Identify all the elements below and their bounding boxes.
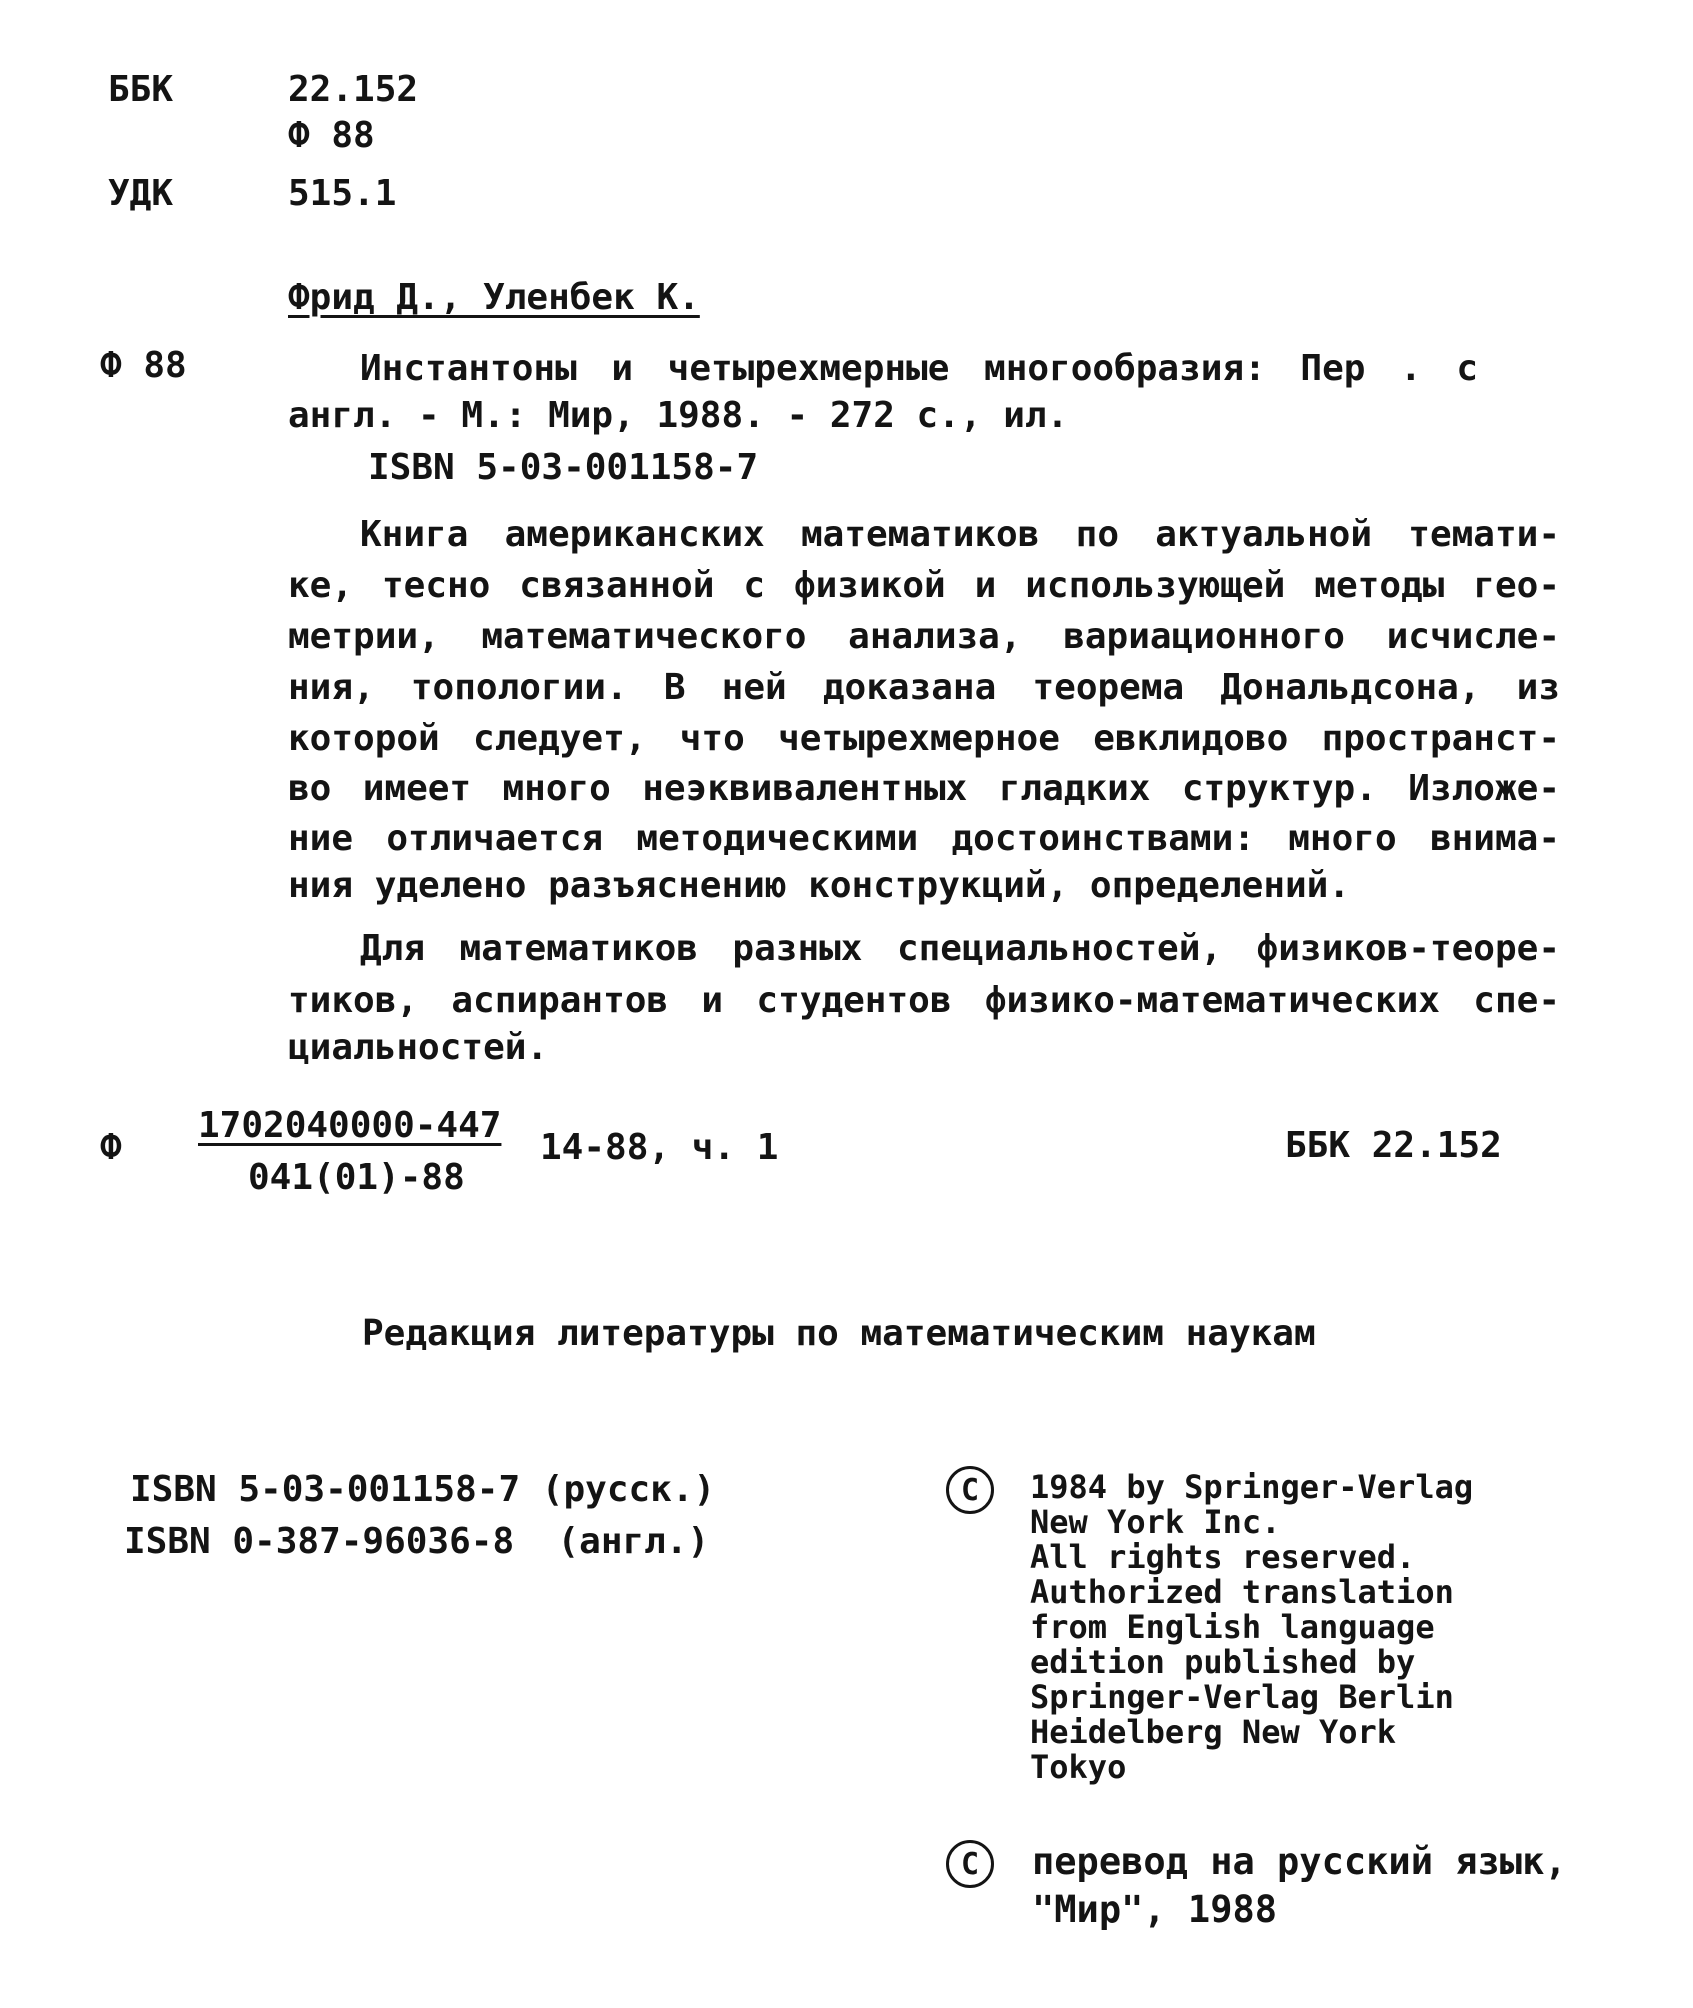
annotation-line: метрии, математического анализа, вариационного исчисле- bbox=[288, 616, 1560, 657]
audience-line: тиков, аспирантов и студентов физико-математических спе- bbox=[288, 980, 1560, 1021]
record-imprint-line: англ. - М.: Мир, 1988. - 272 с., ил. bbox=[288, 395, 1069, 436]
record-mark: Ф 88 bbox=[100, 345, 187, 386]
annotation-line: которой следует, что четырехмерное евклидово пространст- bbox=[288, 718, 1560, 759]
udk-code: 515.1 bbox=[288, 173, 397, 214]
annotation-line: ния, топологии. В ней доказана теорема Дональдсона, из bbox=[288, 667, 1560, 708]
record-title-line: Инстантоны и четырехмерные многообразия: Пер . с bbox=[360, 348, 1478, 389]
copyright-translation: перевод на русский язык, "Мир", 1988 bbox=[1032, 1840, 1567, 1931]
copyright-original: 1984 by Springer-Verlag New York Inc. All rights reserved. Authorized translation from English language edition published by Springer-Verlag Berlin Heidelberg New York Tokyo bbox=[1030, 1468, 1474, 1786]
isbn-russian: ISBN 5-03-001158-7 (русск.) bbox=[130, 1469, 716, 1510]
annotation-line: ния уделено разъяснению конструкций, определений. bbox=[288, 865, 1351, 906]
index-denominator: 041(01)-88 bbox=[248, 1157, 465, 1198]
annotation-line: ке, тесно связанной с физикой и использующей методы гео- bbox=[288, 565, 1560, 606]
index-numerator: 1702040000-447 bbox=[198, 1105, 502, 1146]
copyright-icon: C bbox=[946, 1466, 994, 1514]
annotation-line: во имеет много неэквивалентных гладких структур. Изложе- bbox=[288, 768, 1560, 809]
audience-line: Для математиков разных специальностей, физиков-теоре- bbox=[360, 928, 1560, 969]
bbk-label: ББК bbox=[108, 69, 174, 110]
index-suffix: 14-88, ч. 1 bbox=[540, 1127, 779, 1168]
authors-heading: Фрид Д., Уленбек К. bbox=[288, 277, 700, 318]
index-bbk: ББК 22.152 bbox=[1285, 1125, 1502, 1166]
audience-line: циальностей. bbox=[288, 1027, 549, 1068]
bbk-code: 22.152 bbox=[288, 69, 419, 110]
udk-label: УДК bbox=[108, 173, 174, 214]
copyright-icon: C bbox=[946, 1840, 994, 1888]
index-mark: Ф bbox=[100, 1127, 122, 1168]
annotation-line: ние отличается методическими достоинствами: много внима- bbox=[288, 818, 1560, 859]
editorial-line: Редакция литературы по математическим наукам bbox=[362, 1313, 1316, 1354]
author-mark: Ф 88 bbox=[288, 115, 375, 156]
record-isbn: ISBN 5-03-001158-7 bbox=[368, 447, 759, 488]
isbn-english: ISBN 0-387-96036-8 (англ.) bbox=[124, 1521, 710, 1562]
annotation-line: Книга американских математиков по актуальной темати- bbox=[360, 514, 1560, 555]
